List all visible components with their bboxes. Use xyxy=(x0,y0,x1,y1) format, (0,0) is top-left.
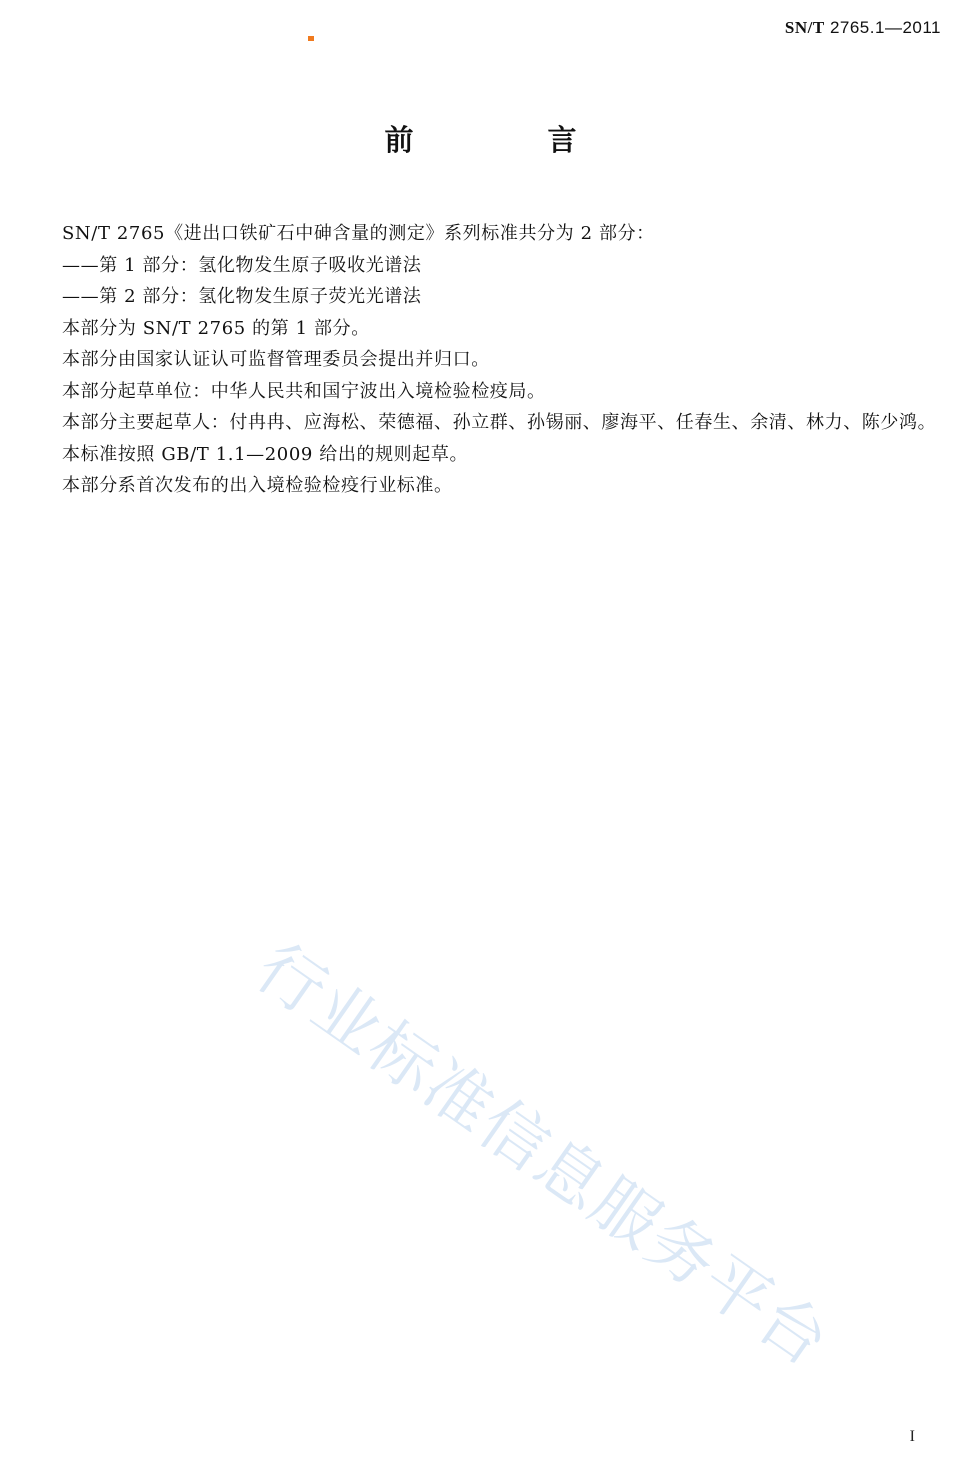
paragraph-series-intro: SN/T 2765《进出口铁矿石中砷含量的测定》系列标准共分为 2 部分： xyxy=(62,223,655,244)
paragraph-part-1: ——第 1 部分：氢化物发生原子吸收光谱法 xyxy=(62,254,422,276)
paragraph-this-part: 本部分为 SN/T 2765 的第 1 部分。 xyxy=(62,317,370,339)
paragraph-first-release: 本部分系首次发布的出入境检验检疫行业标准。 xyxy=(62,475,453,496)
foreword-body xyxy=(62,218,942,502)
watermark: 行业标准信息服务平台 xyxy=(242,928,844,1382)
standard-code-prefix: SN/T xyxy=(784,18,825,37)
paragraph-part-2: ——第 2 部分：氢化物发生原子荧光光谱法 xyxy=(62,286,422,307)
orange-mark xyxy=(308,36,314,41)
paragraph-drafting-unit: 本部分起草单位：中华人民共和国宁波出入境检验检疫局。 xyxy=(62,380,546,402)
paragraph-proposer: 本部分由国家认证认可监督管理委员会提出并归口。 xyxy=(62,349,490,370)
page-title: 前 言 xyxy=(384,123,639,157)
page-number: I xyxy=(909,1428,915,1445)
standard-code-number: 2765.1—2011 xyxy=(824,18,941,37)
paragraph-drafting-rules: 本标准按照 GB/T 1.1—2009 给出的规则起草。 xyxy=(62,443,469,465)
standard-code xyxy=(785,18,941,38)
paragraph-drafters: 本部分主要起草人：付冉冉、应海松、荣德福、孙立群、孙锡丽、廖海平、任春生、余清、林力、陈少鸿。 xyxy=(62,412,937,433)
